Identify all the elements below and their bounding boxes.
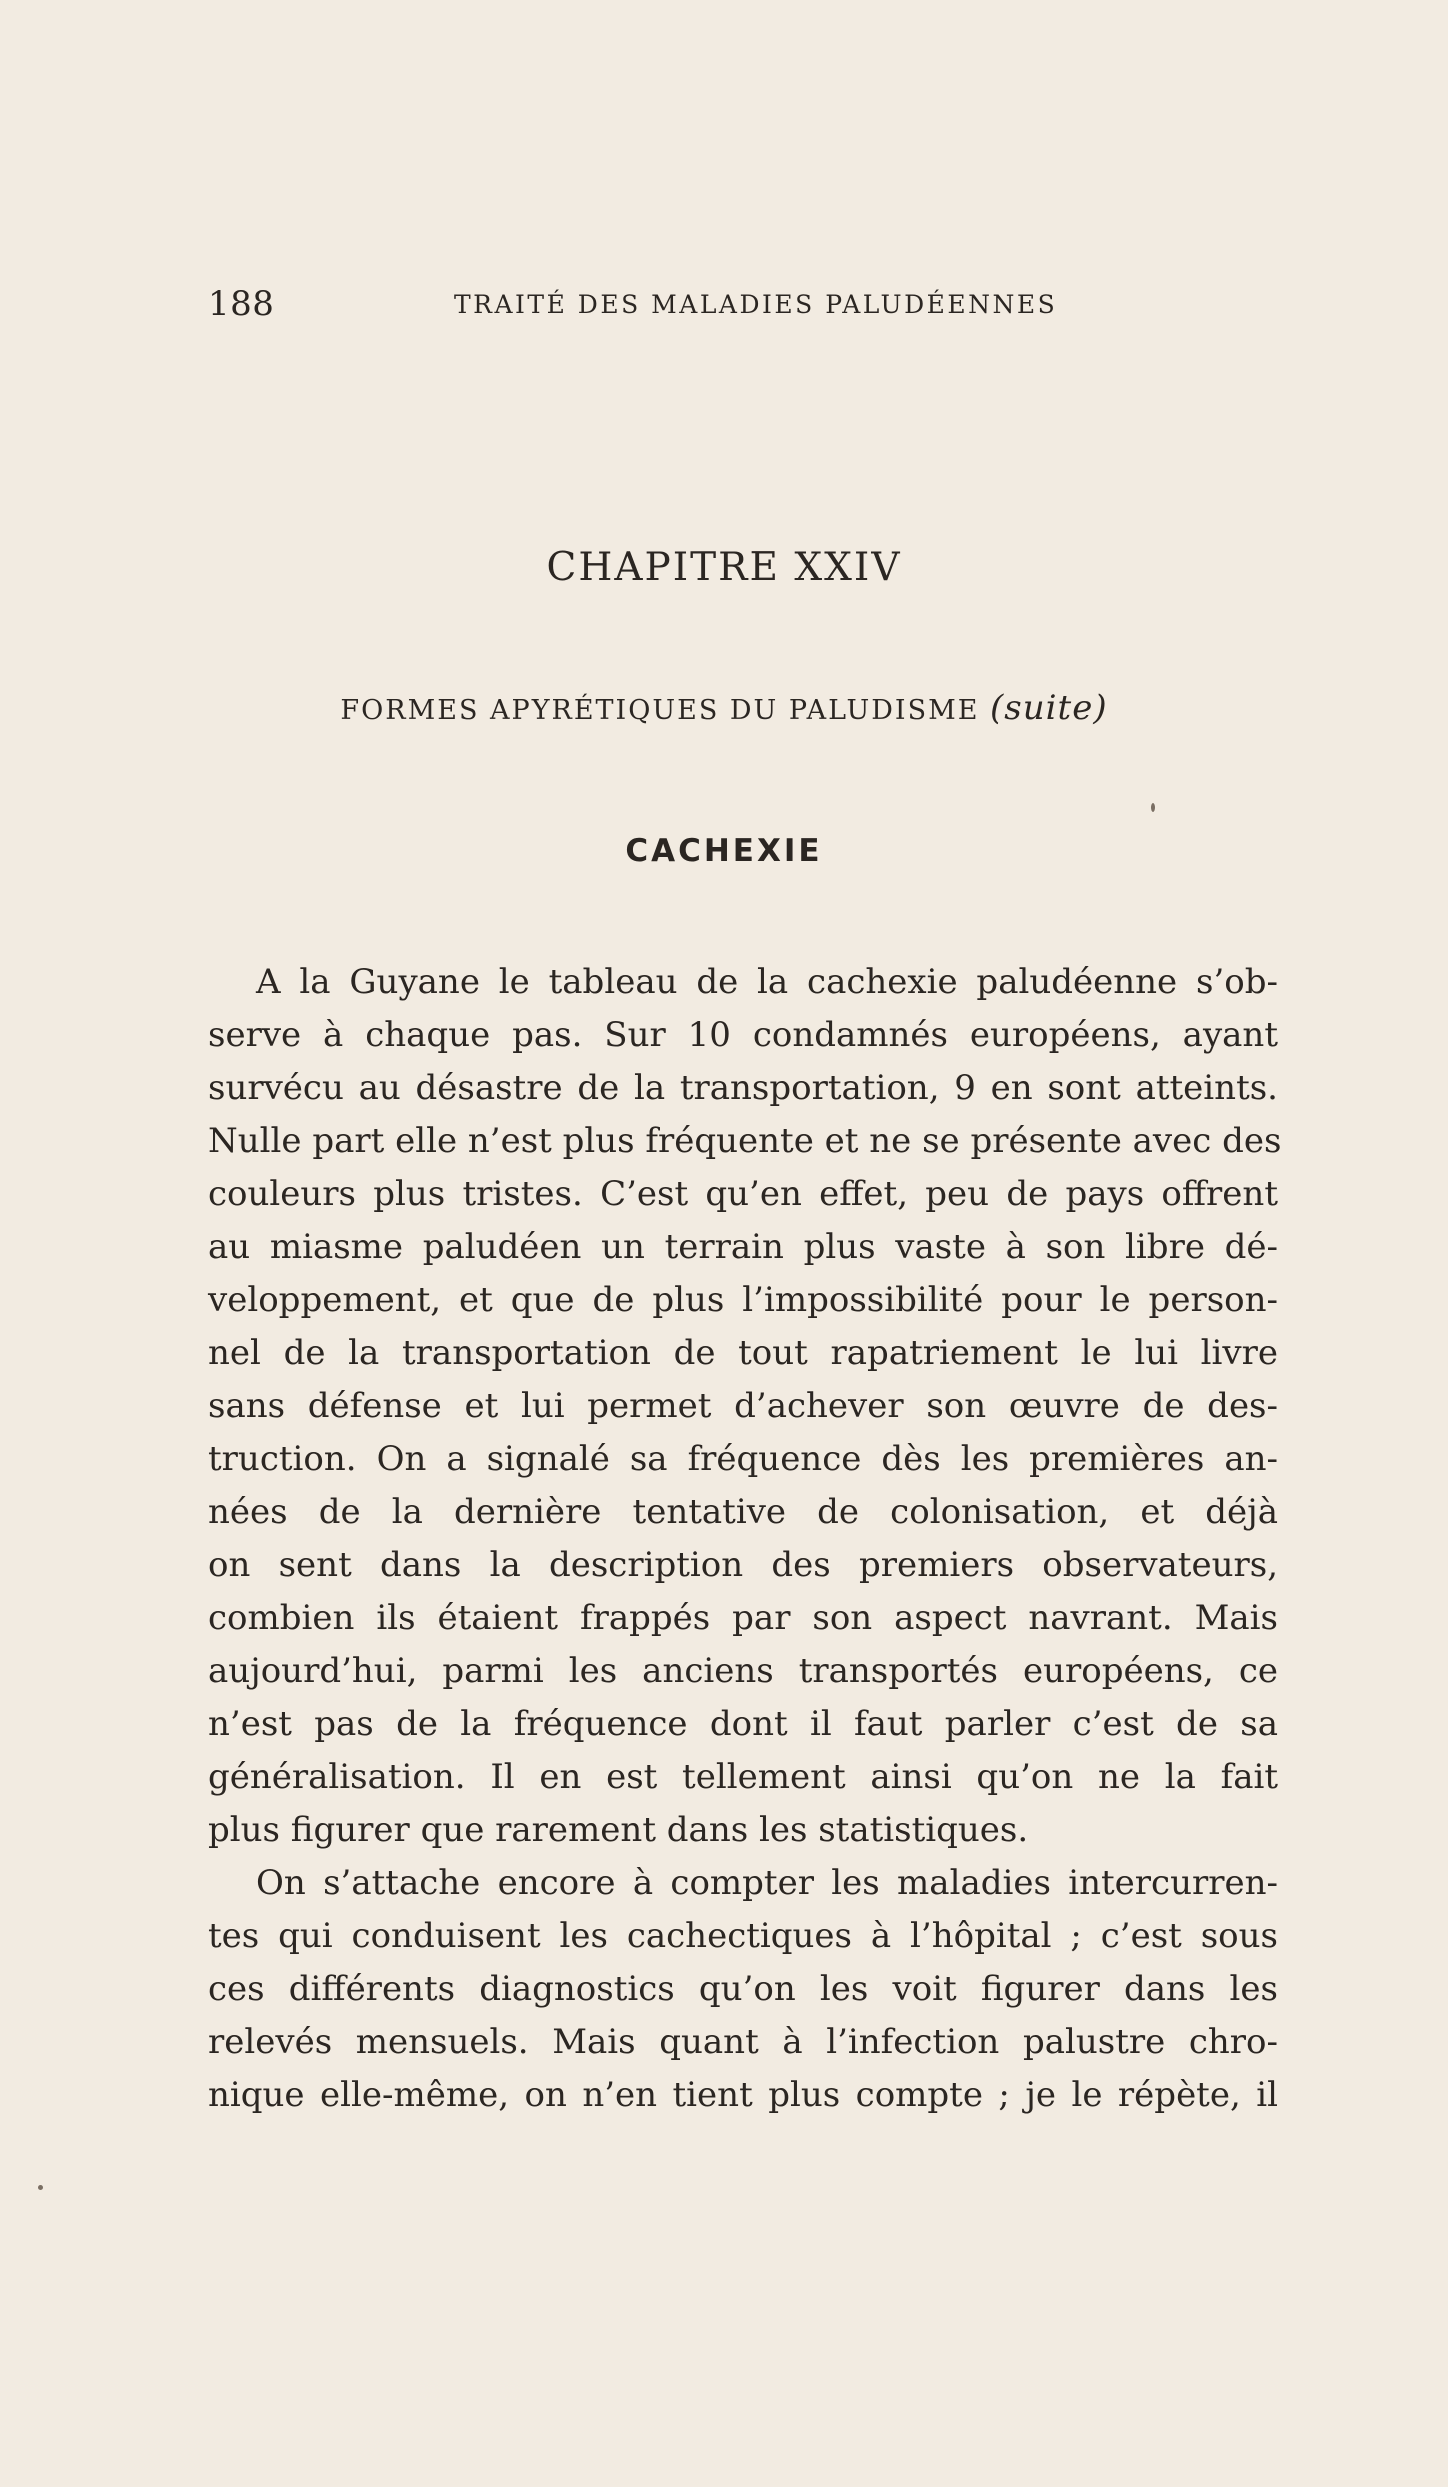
text-line: combien ils étaient frappés par son aspect navrant. Mais	[208, 1598, 1278, 1638]
text-line: sans défense et lui permet d’achever son œuvre de des-	[208, 1386, 1278, 1426]
chapter-subtitle-suffix: (suite)	[990, 688, 1108, 728]
chapter-title: CHAPITRE XXIV	[546, 545, 902, 590]
text-line: truction. On a signalé sa fréquence dès les premières an-	[208, 1439, 1278, 1479]
text-line: A la Guyane le tableau de la cachexie paludéenne s’ob-	[256, 962, 1278, 1002]
text-line: on sent dans la description des premiers observateurs,	[208, 1545, 1278, 1585]
chapter-subtitle	[0, 688, 1448, 728]
text-line: veloppement, et que de plus l’impossibilité pour le person-	[208, 1280, 1278, 1320]
text-line: serve à chaque pas. Sur 10 condamnés européens, ayant	[208, 1015, 1278, 1055]
text-line: nique elle-même, on n’en tient plus compte ; je le répète, il	[208, 2075, 1278, 2115]
body-text	[208, 956, 1282, 2122]
text-line: survécu au désastre de la transportation, 9 en sont atteints.	[208, 1068, 1278, 1108]
text-line: relevés mensuels. Mais quant à l’infection palustre chro-	[208, 2022, 1278, 2062]
text-line: aujourd’hui, parmi les anciens transportés européens, ce	[208, 1651, 1278, 1691]
text-line: ces différents diagnostics qu’on les voit figurer dans les	[208, 1969, 1278, 2009]
page-number: 188	[208, 284, 275, 324]
text-line: au miasme paludéen un terrain plus vaste à son libre dé-	[208, 1227, 1278, 1267]
text-line: On s’attache encore à compter les maladies intercurren-	[256, 1863, 1278, 1903]
text-line: nel de la transportation de tout rapatriement le lui livre	[208, 1333, 1278, 1373]
running-head	[208, 284, 1108, 344]
text-line: généralisation. Il en est tellement ainsi qu’on ne la fait	[208, 1757, 1278, 1797]
running-title: TRAITÉ DES MALADIES PALUDÉENNES	[454, 290, 1058, 319]
paper-speck	[38, 2185, 43, 2190]
section-title: CACHEXIE	[625, 833, 823, 869]
text-line: nées de la dernière tentative de colonisation, et déjà	[208, 1492, 1278, 1532]
text-line: tes qui conduisent les cachectiques à l’hôpital ; c’est sous	[208, 1916, 1278, 1956]
paper-speck	[1151, 803, 1155, 812]
text-line: plus figurer que rarement dans les statistiques.	[208, 1810, 1029, 1850]
text-line: n’est pas de la fréquence dont il faut parler c’est de sa	[208, 1704, 1278, 1744]
text-line: couleurs plus tristes. C’est qu’en effet, peu de pays offrent	[208, 1174, 1278, 1214]
chapter-subtitle-text: FORMES APYRÉTIQUES DU PALUDISME	[340, 695, 980, 726]
text-line: Nulle part elle n’est plus fréquente et ne se présente avec des	[208, 1121, 1282, 1161]
